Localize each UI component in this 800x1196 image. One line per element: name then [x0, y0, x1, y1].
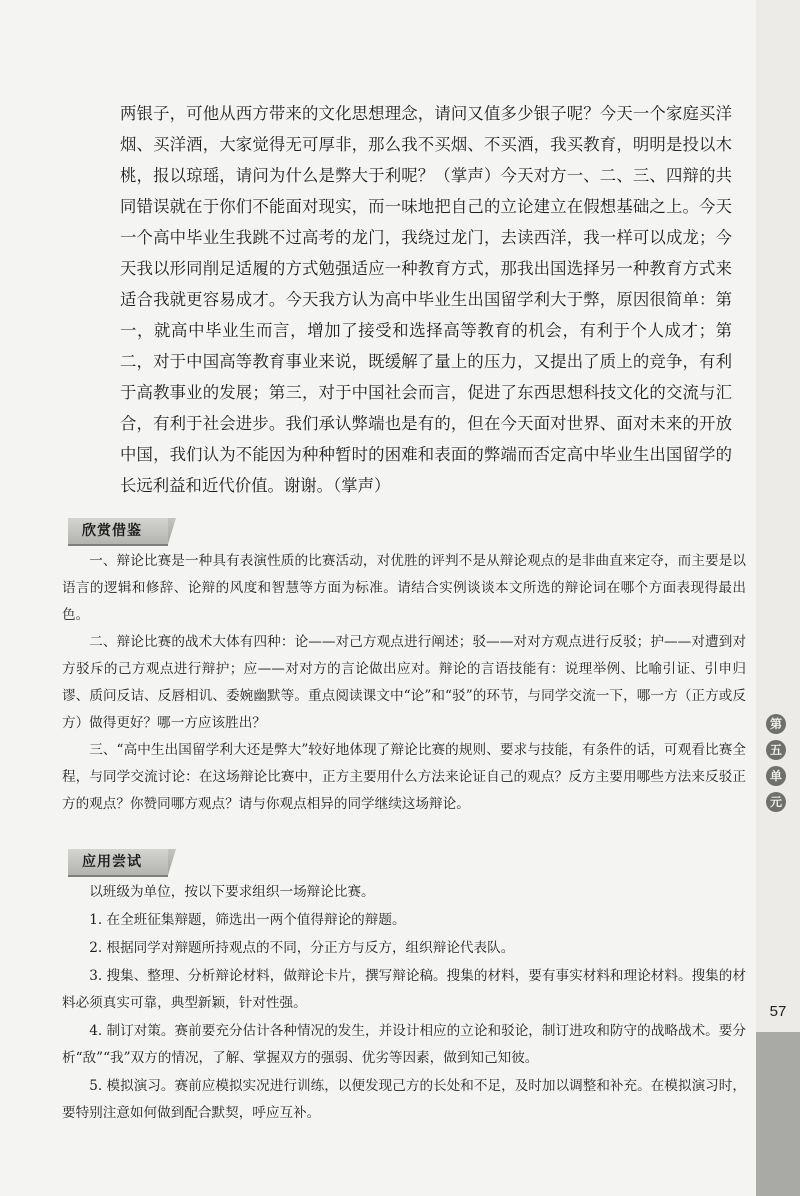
apply-section-body [62, 879, 746, 1128]
apply-paragraph: 2. 根据同学对辩题所持观点的不同，分正方与反方，组织辩论代表队。 [89, 940, 515, 956]
unit-tab-char: 元 [766, 792, 786, 812]
apply-paragraph: 1. 在全班征集辩题，筛选出一两个值得辩论的辩题。 [89, 912, 406, 928]
page-number: 57 [769, 1003, 787, 1020]
unit-tab-char: 第 [766, 714, 786, 734]
section-header-apply: 应用尝试 [68, 849, 168, 877]
margin-strip-dark-block [756, 1032, 800, 1196]
appreciate-paragraph: 三、“高中生出国留学利大还是弊大”较好地体现了辩论比赛的规则、要求与技能，有条件的话，可观看比赛全程，与同学交流讨论：在这场辩论比赛中，正方主要用什么方法来论证自己的观点？反方主要用哪些方法来反驳正方的观点？你赞同哪方观点？请与你观点相异的同学继续这场辩论。 [62, 742, 746, 812]
section-header-appreciate: 欣赏借鉴 [68, 518, 168, 546]
debate-passage: 两银子，可他从西方带来的文化思想理念，请问又值多少银子呢？今天一个家庭买洋烟、买洋酒，大家觉得无可厚非，那么我不买烟、不买酒，我买教育，明明是投以木桃，报以琼瑶，请问为什么是弊大于利呢？（掌声）今天对方一、二、三、四辩的共同错误就在于你们不能面对现实，而一味地把自己的立论建立在假想基础之上。今天一个高中毕业生我跳不过高考的龙门，我绕过龙门，去读西洋，我一样可以成龙；今天我以形同削足适履的方式勉强适应一种教育方式，那我出国选择另一种教育方式来适合我就更容易成才。今天我方认为高中毕业生出国留学利大于弊，原因很简单：第一，就高中毕业生而言，增加了接受和选择高等教育的机会，有利于个人成才；第二，对于中国高等教育事业来说，既缓解了量上的压力，又提出了质上的竞争，有利于高教事业的发展；第三，对于中国社会而言，促进了东西思想科技文化的交流与汇合，有利于社会进步。我们承认弊端也是有的，但在今天面对世界、面对未来的开放中国，我们认为不能因为种种暂时的困难和表面的弊端而否定高中毕业生出国留学的长远利益和近代价值。谢谢。（掌声） [120, 104, 732, 495]
unit-tab-char: 五 [766, 740, 786, 760]
apply-paragraph: 以班级为单位，按以下要求组织一场辩论比赛。 [89, 884, 375, 900]
appreciate-paragraph: 二、辩论比赛的战术大体有四种：论——对己方观点进行阐述；驳——对对方观点进行反驳；护——对遭到对方驳斥的己方观点进行辩护；应——对对方的言论做出应对。辩论的言语技能有：说理举例、比喻引证、引申归谬、质问反诘、反唇相讥、委婉幽默等。重点阅读课文中“论”和“驳”的环节，与同学交流一下，哪一方（正方或反方）做得更好？哪一方应该胜出？ [62, 634, 746, 731]
apply-paragraph: 5. 模拟演习。赛前应模拟实况进行训练，以便发现己方的长处和不足，及时加以调整和补充。在模拟演习时，要特别注意如何做到配合默契，呼应互补。 [62, 1078, 746, 1121]
apply-paragraph: 3. 搜集、整理、分析辩论材料，做辩论卡片，撰写辩论稿。搜集的材料，要有事实材料和理论材料。搜集的材料必须真实可靠，典型新颖，针对性强。 [62, 968, 746, 1011]
unit-tab [761, 714, 791, 812]
appreciate-section-body [62, 548, 746, 818]
apply-paragraph: 4. 制订对策。赛前要充分估计各种情况的发生，并设计相应的立论和驳论，制订进攻和防守的战略战术。要分析“敌”“我”双方的情况，了解、掌握双方的强弱、优劣等因素，做到知己知彼。 [62, 1023, 746, 1066]
appreciate-paragraph: 一、辩论比赛是一种具有表演性质的比赛活动，对优胜的评判不是从辩论观点的是非曲直来定夺，而主要是以语言的逻辑和修辞、论辩的风度和智慧等方面为标准。请结合实例谈谈本文所选的辩论词在哪个方面表现得最出色。 [62, 553, 746, 623]
unit-tab-char: 单 [766, 766, 786, 786]
